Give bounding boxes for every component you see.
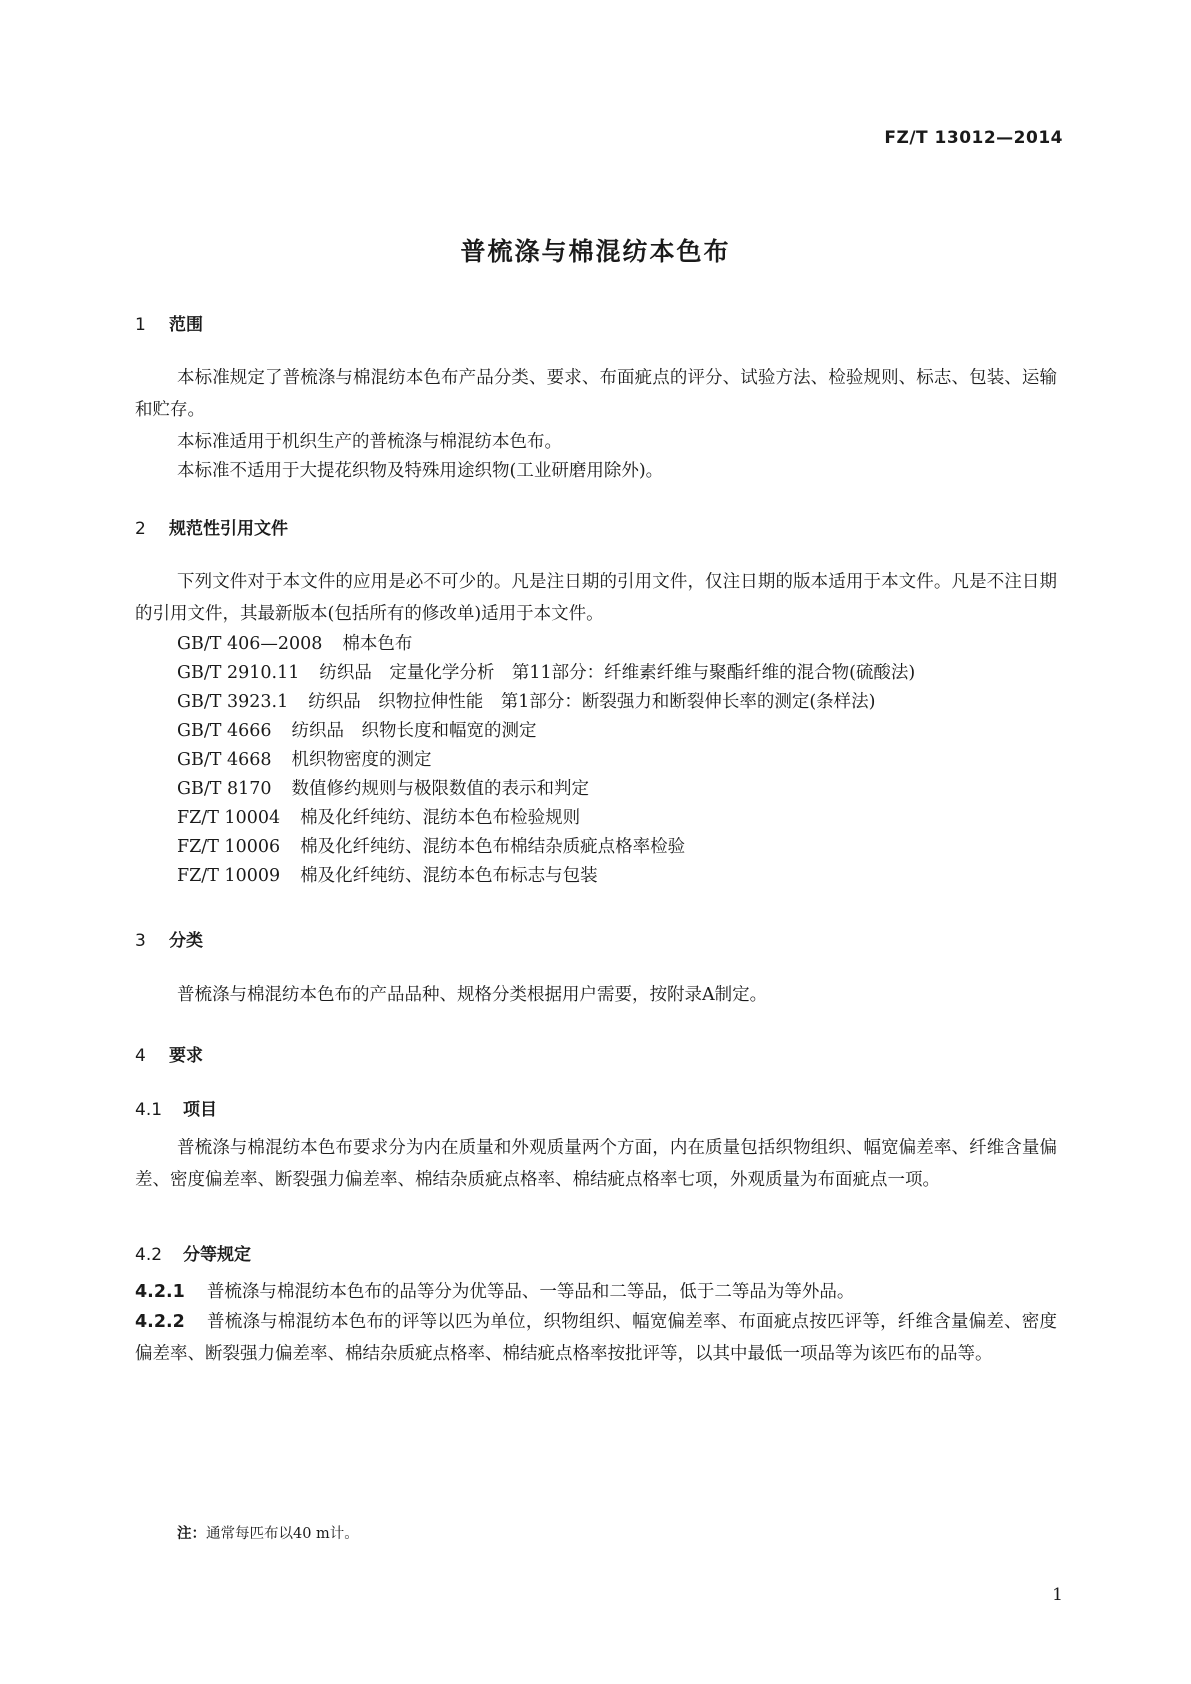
reference-title: 棉及化纤纯纺、混纺本色布标志与包装 bbox=[300, 866, 598, 886]
section-number: 4.2 bbox=[135, 1245, 163, 1265]
reference-title: 棉及化纤纯纺、混纺本色布棉结杂质疵点格率检验 bbox=[300, 837, 686, 857]
section-4-heading bbox=[135, 1041, 203, 1066]
section-1-heading bbox=[135, 310, 203, 335]
reference-code: FZ/T 10006 bbox=[177, 837, 281, 857]
reference-code: FZ/T 10004 bbox=[177, 808, 281, 828]
reference-code: GB/T 8170 bbox=[177, 779, 272, 799]
section-number: 2 bbox=[135, 519, 146, 539]
section-number: 1 bbox=[135, 315, 146, 335]
note-text: 通常每匹布以40 m计。 bbox=[206, 1526, 359, 1542]
section-4-2-heading bbox=[135, 1240, 251, 1265]
note bbox=[177, 1522, 359, 1543]
reference-title: 纺织品 定量化学分析 第11部分：纤维素纤维与聚酯纤维的混合物(硫酸法) bbox=[319, 663, 916, 683]
clause-number: 4.2.1 bbox=[135, 1282, 185, 1302]
classification-paragraph: 普梳涤与棉混纺本色布的产品品种、规格分类根据用户需要，按附录A制定。 bbox=[177, 985, 768, 1005]
reference-code: GB/T 4668 bbox=[177, 750, 272, 770]
section-title: 项目 bbox=[183, 1100, 217, 1120]
section-number: 4 bbox=[135, 1046, 146, 1066]
reference-code: GB/T 4666 bbox=[177, 721, 272, 741]
reference-item bbox=[177, 746, 432, 771]
references-intro: 下列文件对于本文件的应用是必不可少的。凡是注日期的引用文件，仅注日期的版本适用于本文件。凡是不注日期的引用文件，其最新版本(包括所有的修改单)适用于本文件。 bbox=[135, 572, 1057, 624]
section-title: 规范性引用文件 bbox=[169, 519, 288, 539]
reference-code: GB/T 406—2008 bbox=[177, 634, 323, 654]
standard-number: FZ/T 13012—2014 bbox=[884, 128, 1063, 148]
reference-code: GB/T 3923.1 bbox=[177, 692, 289, 712]
reference-item bbox=[177, 862, 598, 887]
reference-item bbox=[177, 775, 589, 800]
section-title: 分类 bbox=[169, 931, 203, 951]
clause-text: 普梳涤与棉混纺本色布的评等以匹为单位，织物组织、幅宽偏差率、布面疵点按匹评等，纤维含量偏差、密度偏差率、断裂强力偏差率、棉结杂质疵点格率、棉结疵点格率按批评等，以其中最低一项品等为该匹布的品等。 bbox=[135, 1312, 1057, 1364]
clause-4-2-1 bbox=[135, 1276, 1057, 1308]
clause-number: 4.2.2 bbox=[135, 1312, 185, 1332]
reference-item bbox=[177, 804, 580, 829]
section-title: 分等规定 bbox=[183, 1245, 251, 1265]
reference-title: 棉本色布 bbox=[342, 634, 413, 654]
clause-text: 普梳涤与棉混纺本色布的品等分为优等品、一等品和二等品，低于二等品为等外品。 bbox=[206, 1282, 855, 1302]
section-number: 3 bbox=[135, 931, 146, 951]
reference-item bbox=[177, 688, 876, 713]
page-number: 1 bbox=[1052, 1585, 1063, 1605]
reference-code: FZ/T 10009 bbox=[177, 866, 281, 886]
clause-4-2-2 bbox=[135, 1306, 1057, 1370]
reference-item bbox=[177, 659, 915, 684]
scope-paragraph-2: 本标准适用于机织生产的普梳涤与棉混纺本色布。 bbox=[177, 432, 562, 452]
reference-title: 纺织品 织物长度和幅宽的测定 bbox=[291, 721, 537, 741]
reference-code: GB/T 2910.11 bbox=[177, 663, 300, 683]
reference-title: 机织物密度的测定 bbox=[291, 750, 432, 770]
reference-title: 棉及化纤纯纺、混纺本色布检验规则 bbox=[300, 808, 581, 828]
reference-title: 数值修约规则与极限数值的表示和判定 bbox=[291, 779, 590, 799]
section-2-heading bbox=[135, 514, 288, 539]
section-3-heading bbox=[135, 926, 203, 951]
section-title: 要求 bbox=[169, 1046, 203, 1066]
document-title: 普梳涤与棉混纺本色布 bbox=[460, 237, 731, 266]
reference-item bbox=[177, 833, 685, 858]
section-4-1-heading bbox=[135, 1095, 217, 1120]
section-title: 范围 bbox=[169, 315, 203, 335]
note-label: 注： bbox=[177, 1526, 206, 1542]
section-number: 4.1 bbox=[135, 1100, 163, 1120]
reference-title: 纺织品 织物拉伸性能 第1部分：断裂强力和断裂伸长率的测定(条样法) bbox=[308, 692, 876, 712]
requirements-items-paragraph: 普梳涤与棉混纺本色布要求分为内在质量和外观质量两个方面，内在质量包括织物组织、幅宽偏差率、纤维含量偏差、密度偏差率、断裂强力偏差率、棉结杂质疵点格率、棉结疵点格率七项，外观质量为布面疵点一项。 bbox=[135, 1138, 1057, 1190]
reference-item bbox=[177, 630, 412, 655]
reference-item bbox=[177, 717, 537, 742]
scope-paragraph-3: 本标准不适用于大提花织物及特殊用途织物(工业研磨用除外)。 bbox=[177, 461, 664, 481]
scope-paragraph-1: 本标准规定了普梳涤与棉混纺本色布产品分类、要求、布面疵点的评分、试验方法、检验规则、标志、包装、运输和贮存。 bbox=[135, 368, 1057, 420]
